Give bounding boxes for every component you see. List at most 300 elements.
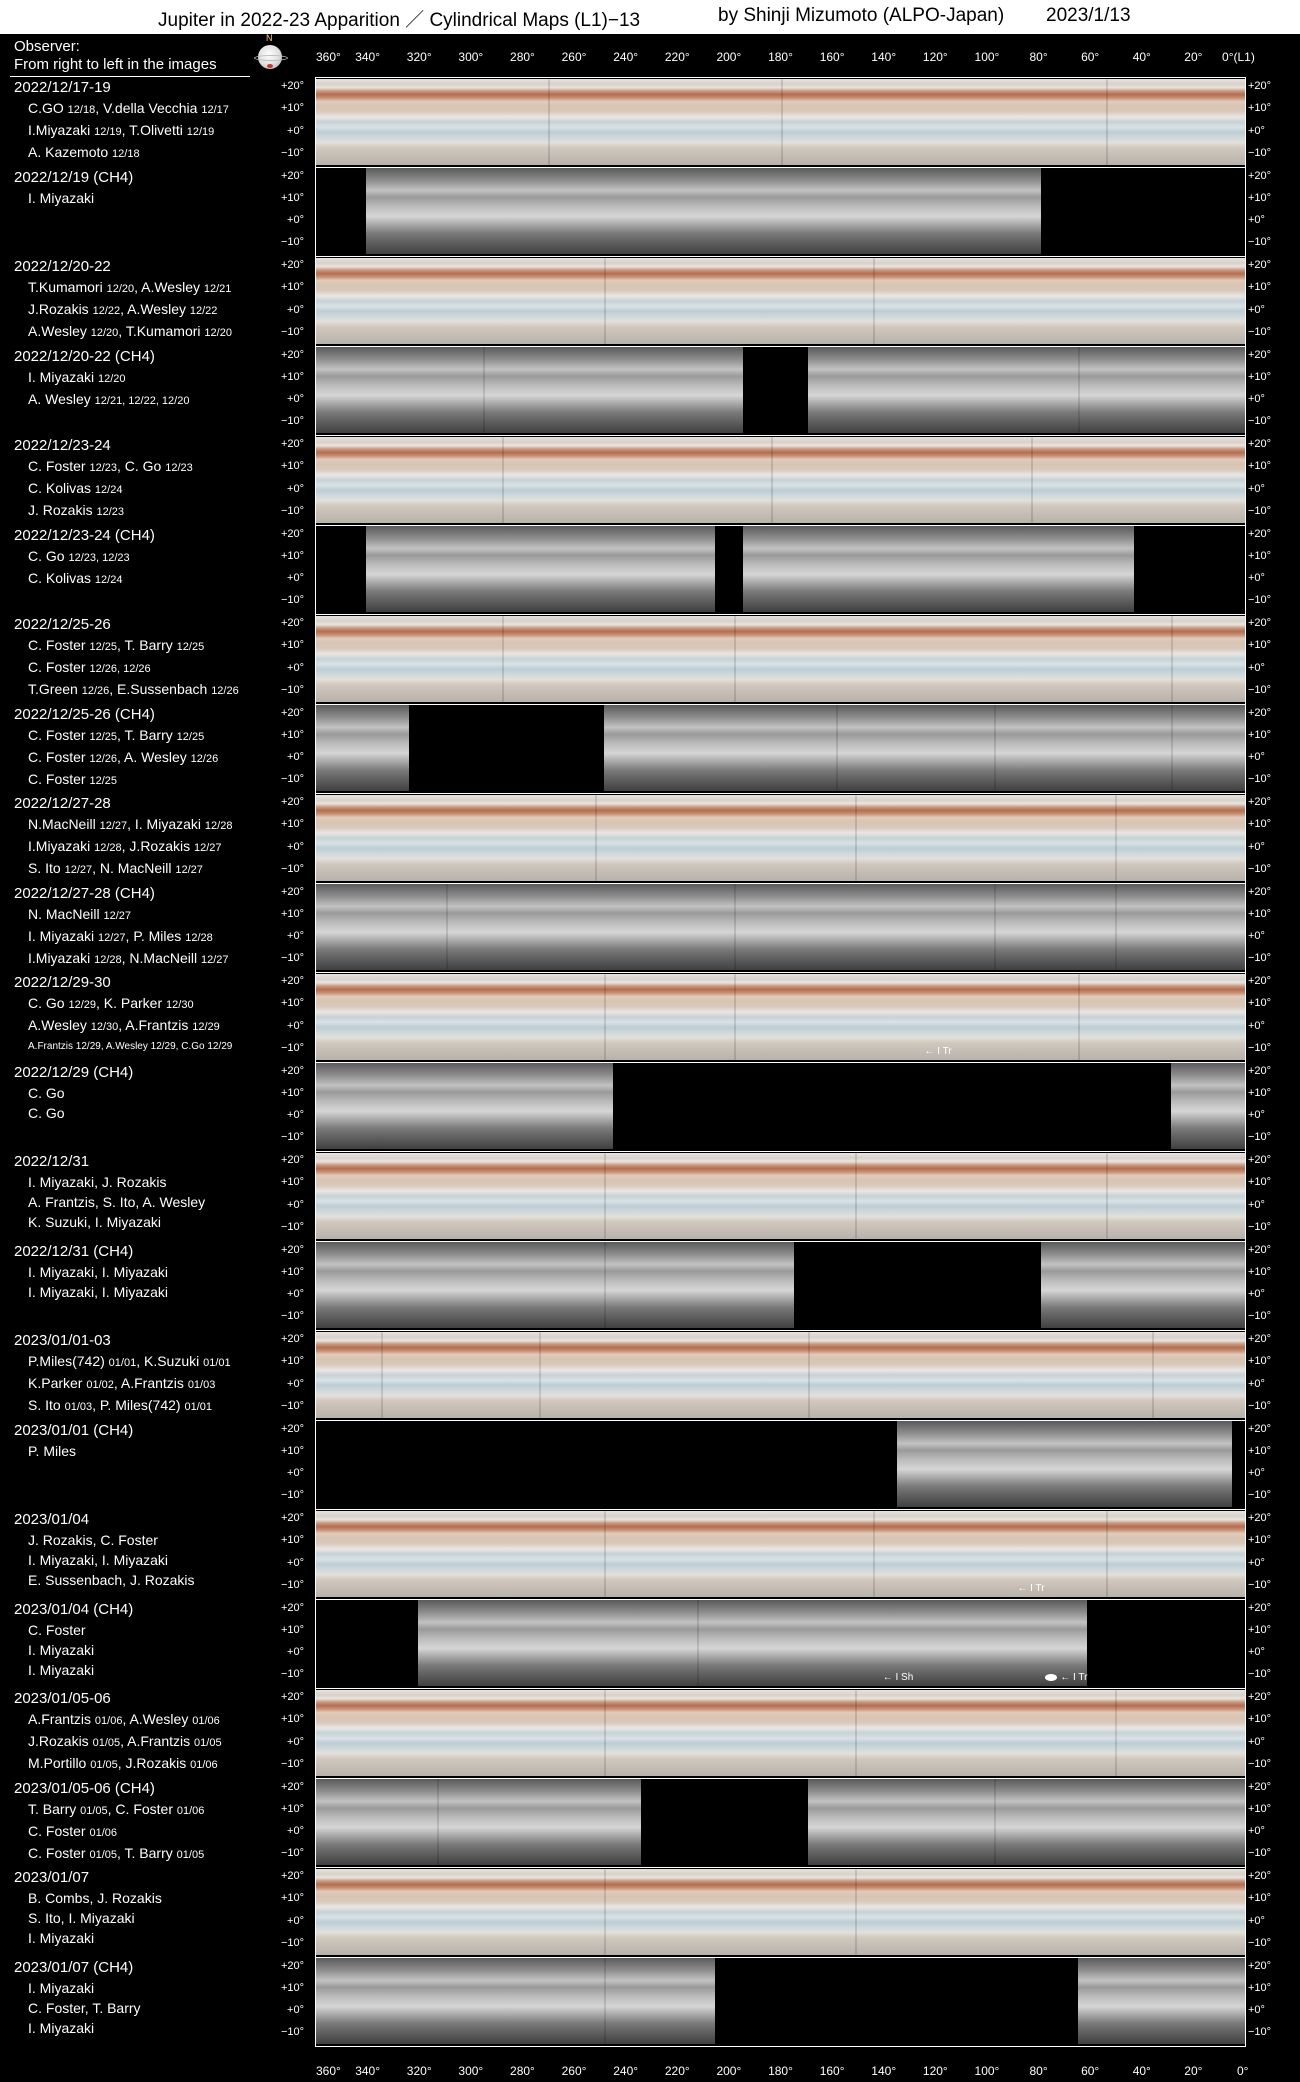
observer-name: C. Foster, T. Barry [28, 1999, 141, 2016]
observer-name: , T.Olivetti [121, 122, 187, 138]
image-seam [734, 616, 736, 702]
image-seam [502, 437, 504, 523]
row-observer-line [14, 858, 254, 880]
observer-name: I. Miyazaki, J. Rozakis [28, 1174, 167, 1190]
latitude-tick: +20° [280, 438, 304, 450]
row-observer-line [14, 1660, 254, 1680]
longitude-tick: 240° [613, 2064, 639, 2078]
latitude-axis-right [1248, 705, 1286, 793]
latitude-tick: −10° [280, 415, 304, 428]
map-image-segment [316, 1063, 613, 1149]
latitude-tick: +10° [1248, 102, 1272, 115]
latitude-tick: −10° [280, 862, 304, 875]
observer-name: M.Portillo [28, 1755, 91, 1771]
latitude-axis-left [266, 1868, 304, 1956]
observation-date: 01/06 [176, 1804, 205, 1817]
latitude-axis-left [266, 973, 304, 1061]
latitude-tick: +10° [1248, 549, 1272, 562]
observation-date: 12/18 [67, 104, 96, 116]
observer-name: , C. Foster [107, 1800, 177, 1817]
observer-name: A. Kazemoto [28, 144, 113, 160]
row-label [14, 884, 254, 970]
latitude-tick: +20° [280, 1243, 304, 1256]
observation-date: 12/27 [103, 909, 131, 922]
row-date: 2022/12/23-24 (CH4) [14, 526, 155, 544]
row-observer-line [14, 1373, 254, 1395]
observer-name: E. Sussenbach, J. Rozakis [28, 1572, 195, 1588]
observer-name: A.Wesley [28, 1017, 91, 1033]
latitude-tick: +10° [1248, 1623, 1272, 1636]
image-seam [855, 795, 857, 881]
longitude-tick: 340° [355, 2064, 381, 2078]
latitude-tick: −10° [1248, 325, 1272, 338]
latitude-tick: +0° [287, 1735, 304, 1748]
latitude-tick: +20° [280, 1601, 304, 1614]
image-seam [1171, 616, 1173, 702]
longitude-tick: 0° [1236, 2064, 1249, 2078]
observer-name: T. Barry [28, 1800, 81, 1817]
row-observer-line [14, 679, 254, 701]
row-label [14, 615, 254, 701]
row-observer-line [14, 1928, 254, 1948]
observation-date: 12/20 [90, 327, 119, 339]
row-date: 2022/12/23-24 [14, 437, 111, 454]
row-date: 2023/01/01 (CH4) [14, 1421, 134, 1439]
image-seam [873, 258, 875, 344]
longitude-tick: 200° [716, 50, 742, 64]
row-label [14, 1600, 254, 1680]
row-observer-line [14, 1015, 254, 1037]
latitude-tick: +10° [1248, 281, 1272, 294]
row-observer-line [14, 904, 254, 926]
image-seam [483, 347, 485, 433]
longitude-tick: 80° [1029, 50, 1048, 64]
planet-spot [267, 64, 273, 68]
observation-date: 12/23 [96, 506, 124, 518]
latitude-tick: −10° [280, 1936, 304, 1949]
image-seam [994, 705, 996, 791]
latitude-tick: +0° [1248, 661, 1265, 674]
map-image-segment [316, 1779, 641, 1865]
latitude-tick: +20° [1248, 617, 1272, 629]
row-label [14, 78, 254, 164]
latitude-tick: +20° [280, 1691, 304, 1703]
methane-map-strip [316, 1242, 1245, 1328]
latitude-tick: +0° [1248, 393, 1265, 406]
observer-name: T.Kumamori [28, 279, 107, 295]
latitude-tick: +0° [287, 572, 304, 585]
latitude-axis-left [266, 615, 304, 703]
image-seam [1031, 437, 1033, 523]
row-observer-line [14, 1843, 254, 1865]
observer-name: , C. Go [117, 458, 166, 474]
row-date: 2022/12/29-30 [14, 974, 111, 991]
observer-name: C. Foster [28, 637, 90, 653]
row-observer-line [14, 1753, 254, 1775]
row-observer-line [14, 299, 254, 321]
latitude-tick: +10° [1248, 1892, 1272, 1905]
latitude-tick: +10° [280, 460, 304, 473]
row-label [14, 436, 254, 522]
image-seam [1078, 347, 1080, 433]
row-label [14, 1063, 254, 1123]
row-observer-line [14, 926, 254, 948]
latitude-tick: −10° [280, 1310, 304, 1323]
latitude-tick: +0° [1248, 1914, 1265, 1927]
latitude-tick: +10° [1248, 997, 1272, 1010]
row-observer-line [14, 1998, 254, 2018]
observation-date: 12/28 [204, 820, 233, 832]
observation-date: 12/20 [106, 283, 135, 295]
observer-name: C. Kolivas [28, 480, 95, 496]
latitude-tick: +0° [1248, 1825, 1265, 1838]
observer-name: B. Combs, J. Rozakis [28, 1890, 162, 1906]
latitude-tick: +10° [1248, 1355, 1272, 1368]
latitude-tick: −10° [280, 1489, 304, 1502]
latitude-axis-right [1248, 1152, 1286, 1240]
latitude-tick: −10° [280, 1399, 304, 1412]
longitude-tick: 340° [355, 50, 381, 64]
row-observer-line [14, 2018, 254, 2038]
latitude-tick: −10° [1248, 415, 1272, 428]
observation-date: 12/27 [201, 953, 229, 966]
observer-name: J. Rozakis [28, 502, 97, 518]
observation-date: 12/17 [201, 104, 229, 116]
latitude-tick: +20° [280, 975, 304, 987]
latitude-tick: +0° [287, 661, 304, 674]
observation-date: 12/26 [81, 685, 110, 697]
methane-map-strip [316, 1421, 1245, 1507]
observer-label-line2: From right to left in the images [14, 56, 217, 73]
observer-name: I. Miyazaki [28, 927, 99, 944]
observer-name: I. Miyazaki [28, 2019, 95, 2036]
row-observer-line [14, 500, 254, 522]
row-observer-line [14, 1212, 254, 1232]
observation-date: 01/05 [90, 1759, 118, 1771]
observation-date: 01/01 [108, 1357, 137, 1369]
observer-name: P. Miles [28, 1442, 76, 1459]
observation-date: 12/23 [89, 462, 117, 474]
row-observer-line [14, 725, 254, 747]
row-observer-line [14, 1570, 254, 1590]
observation-date: 12/28 [185, 931, 213, 944]
latitude-tick: +20° [280, 706, 304, 719]
map-image-segment [316, 1242, 794, 1328]
image-seam [548, 79, 550, 165]
row-label [14, 1868, 254, 1948]
observer-name: I. Miyazaki [28, 1661, 95, 1678]
feature-marker-label: ← I Tr [924, 1045, 952, 1057]
observer-name: , A.Wesley [122, 1711, 193, 1727]
jupiter-orientation-icon [254, 33, 290, 73]
latitude-tick: +20° [1248, 259, 1272, 271]
latitude-tick: +10° [1248, 1086, 1272, 1099]
latitude-axis-right [1248, 526, 1286, 614]
observation-date: 12/27 [99, 820, 128, 832]
latitude-tick: +20° [1248, 1512, 1272, 1524]
feature-marker [924, 1046, 951, 1057]
observer-label-line1: Observer: [14, 38, 80, 55]
latitude-tick: +20° [1248, 975, 1272, 987]
observation-date: 12/25 [89, 730, 117, 743]
observer-name: C. Go [28, 995, 69, 1011]
observer-name: , A.Frantzis [118, 1017, 193, 1033]
latitude-tick: +10° [280, 1892, 304, 1905]
latitude-tick: +0° [287, 482, 304, 495]
row-observer-line [14, 277, 254, 299]
image-seam [539, 1332, 541, 1418]
row-date: 2022/12/20-22 [14, 258, 111, 275]
map-image-segment [316, 347, 743, 433]
feature-marker-label: ← I Tr [1060, 1672, 1088, 1683]
latitude-tick: +0° [1248, 303, 1265, 316]
longitude-tick: 160° [819, 2064, 845, 2078]
latitude-axis-left [266, 1689, 304, 1777]
map-image-segment [316, 258, 1245, 344]
row-observer-line [14, 478, 254, 500]
row-observer-line [14, 1441, 254, 1461]
latitude-axis-left [266, 1779, 304, 1867]
shadow-blob [1045, 1674, 1057, 1681]
map-image-segment [316, 1958, 715, 2044]
latitude-tick: +0° [287, 1109, 304, 1122]
row-observer-line [14, 188, 254, 208]
image-seam [994, 884, 996, 970]
row-observer-line [14, 836, 254, 858]
longitude-tick: 0°(L1) [1222, 50, 1255, 64]
latitude-tick: −10° [280, 594, 304, 607]
latitude-tick: −10° [1248, 2026, 1272, 2039]
latitude-tick: −10° [280, 1041, 304, 1054]
observation-date: 12/20 [204, 327, 232, 339]
row-observer-line [14, 568, 254, 590]
observer-name: P.Miles(742) [28, 1353, 109, 1369]
latitude-axis-right [1248, 615, 1286, 703]
observation-date: 12/23 [165, 462, 193, 474]
latitude-tick: −10° [1248, 1399, 1272, 1412]
latitude-axis-right [1248, 1958, 1286, 2046]
observation-date: 12/22 [189, 305, 218, 317]
latitude-axis-right [1248, 436, 1286, 524]
longitude-tick: 140° [871, 50, 897, 64]
latitude-tick: +0° [287, 840, 304, 853]
observer-name: C.GO [28, 100, 68, 116]
latitude-tick: +20° [280, 1959, 304, 1972]
row-date: 2023/01/07 (CH4) [14, 1958, 134, 1976]
row-observer-line [14, 769, 254, 791]
map-image-segment [366, 526, 715, 612]
latitude-tick: −10° [280, 683, 304, 696]
longitude-tick: 120° [922, 2064, 948, 2078]
latitude-axis-left [266, 1600, 304, 1688]
observation-date: 12/28 [94, 842, 122, 854]
latitude-tick: +20° [280, 1870, 304, 1882]
row-observer-line [14, 1709, 254, 1731]
observation-date: 01/03 [187, 1379, 216, 1391]
latitude-tick: −10° [280, 146, 304, 159]
latitude-tick: +20° [280, 1333, 304, 1345]
image-seam [604, 1958, 606, 2044]
longitude-tick: 280° [510, 50, 535, 64]
observer-name: T.Green [28, 681, 82, 697]
observer-name: I.Miyazaki [28, 838, 95, 854]
feature-marker [1045, 1672, 1087, 1683]
observer-name: , V.della Vecchia [95, 100, 202, 116]
observer-name: I. Miyazaki [28, 368, 99, 385]
observation-date: 12/30 [166, 999, 194, 1011]
row-label [14, 1242, 254, 1302]
observer-name: C. Foster [28, 770, 90, 787]
author-credit: by Shinji Mizumoto (ALPO-Japan) [718, 5, 1005, 26]
observation-date: 01/05 [80, 1804, 108, 1817]
row-observer-line [14, 747, 254, 769]
latitude-axis-right [1248, 1063, 1286, 1151]
image-seam [502, 616, 504, 702]
latitude-tick: −10° [1248, 236, 1272, 249]
observation-date: 12/30 [90, 1021, 119, 1033]
observer-name: C. Foster [28, 1621, 86, 1638]
longitude-tick: 220° [664, 50, 690, 64]
image-seam [437, 1779, 439, 1865]
image-seam [1078, 974, 1080, 1060]
color-map-strip [316, 974, 1245, 1060]
latitude-axis-left [266, 884, 304, 972]
latitude-tick: +0° [287, 1377, 304, 1390]
row-observer-line [14, 814, 254, 836]
longitude-tick: 240° [613, 50, 639, 64]
latitude-tick: +0° [287, 2004, 304, 2017]
latitude-tick: +0° [1248, 1467, 1265, 1480]
row-label [14, 1421, 254, 1461]
longitude-tick: 180° [768, 2064, 793, 2078]
observer-name: , P. Miles [125, 927, 186, 944]
observer-name: , N.MacNeill [121, 949, 202, 966]
row-label [14, 705, 254, 791]
publish-date: 2023/1/13 [1046, 5, 1131, 26]
map-image-segment [604, 705, 1245, 791]
latitude-tick: −10° [1248, 1489, 1272, 1502]
latitude-tick: +0° [1248, 482, 1265, 495]
longitude-tick: 20° [1184, 50, 1203, 64]
latitude-tick: +10° [280, 191, 304, 204]
observation-date: 01/05 [194, 1737, 222, 1749]
latitude-axis-left [266, 1063, 304, 1151]
feature-marker [883, 1672, 914, 1683]
observer-name: I. Miyazaki [28, 1979, 95, 1996]
color-map-strip [316, 1511, 1245, 1597]
observer-name: I.Miyazaki [28, 122, 95, 138]
image-seam [595, 795, 597, 881]
longitude-tick: 300° [458, 2064, 484, 2078]
observation-date: 12/24 [94, 573, 123, 586]
observer-name: J.Rozakis [28, 1733, 93, 1749]
row-date: 2023/01/01-03 [14, 1332, 111, 1349]
observation-date: 01/02 [86, 1379, 114, 1391]
observer-name: A.Wesley [28, 323, 91, 339]
observer-name: N. MacNeill [28, 905, 104, 922]
observation-date: 01/06 [94, 1715, 123, 1727]
longitude-tick: 180° [768, 50, 793, 64]
map-image-segment [897, 1421, 1232, 1507]
longitude-tick: 40° [1132, 50, 1151, 64]
methane-map-strip [316, 347, 1245, 433]
color-map-strip [316, 616, 1245, 702]
longitude-tick: 20° [1184, 2064, 1203, 2078]
latitude-axis-right [1248, 1600, 1286, 1688]
row-observer-line [14, 389, 254, 411]
latitude-tick: −10° [1248, 504, 1272, 517]
image-seam [781, 79, 783, 165]
latitude-axis-right [1248, 257, 1286, 345]
latitude-tick: +10° [1248, 907, 1272, 920]
latitude-tick: +0° [1248, 840, 1265, 853]
row-label [14, 794, 254, 880]
latitude-tick: +0° [287, 1019, 304, 1032]
longitude-tick: 320° [406, 2064, 432, 2078]
latitude-tick: +10° [280, 1444, 304, 1457]
row-date: 2022/12/27-28 (CH4) [14, 884, 155, 902]
latitude-tick: −10° [280, 2026, 304, 2039]
longitude-tick: 220° [664, 2064, 690, 2078]
latitude-axis-left [266, 794, 304, 882]
latitude-tick: −10° [280, 325, 304, 338]
latitude-tick: +10° [1248, 1713, 1272, 1726]
color-map-strip [316, 437, 1245, 523]
map-image-segment [743, 526, 1133, 612]
row-date: 2022/12/25-26 [14, 616, 111, 633]
observer-name: I. Miyazaki [28, 1641, 95, 1658]
observation-date: 12/22 [92, 305, 121, 317]
page-title: Jupiter in 2022-23 Apparition ／ Cylindrical Maps (L1)−13 [158, 10, 641, 31]
latitude-tick: +20° [1248, 169, 1272, 182]
observer-name: I. Miyazaki, I. Miyazaki [28, 1552, 169, 1568]
latitude-axis-right [1248, 78, 1286, 166]
observer-name: K. Suzuki, I. Miyazaki [28, 1214, 162, 1230]
image-seam [604, 258, 606, 344]
latitude-tick: +20° [280, 1422, 304, 1435]
row-observer-line [14, 120, 254, 142]
latitude-tick: +10° [280, 281, 304, 294]
row-observer-line [14, 98, 254, 120]
latitude-axis-right [1248, 1689, 1286, 1777]
image-seam [855, 1869, 857, 1955]
row-observer-line [14, 1640, 254, 1660]
latitude-tick: +10° [280, 1265, 304, 1278]
row-observer-line [14, 1192, 254, 1212]
longitude-tick: 360° [316, 50, 341, 64]
latitude-tick: −10° [280, 1220, 304, 1233]
row-date: 2022/12/25-26 (CH4) [14, 705, 155, 723]
map-image-segment [316, 884, 1245, 970]
latitude-tick: +10° [1248, 191, 1272, 204]
latitude-axis-left [266, 257, 304, 345]
latitude-tick: +20° [1248, 1422, 1272, 1435]
observation-date: 01/06 [89, 1826, 117, 1839]
observer-name: , A.Wesley [134, 279, 204, 295]
observation-date: 12/26, 12/26 [89, 663, 151, 675]
observation-date: 12/18 [112, 148, 140, 160]
image-seam [771, 437, 773, 523]
color-map-strip [316, 1869, 1245, 1955]
latitude-tick: +10° [280, 1086, 304, 1099]
latitude-tick: −10° [1248, 1847, 1272, 1860]
image-seam [1115, 1690, 1117, 1776]
latitude-tick: +0° [1248, 930, 1265, 943]
latitude-tick: +20° [1248, 438, 1272, 450]
observation-date: 12/27 [64, 864, 93, 876]
latitude-tick: −10° [280, 1578, 304, 1591]
observer-name: , A.Frantzis [113, 1375, 188, 1391]
